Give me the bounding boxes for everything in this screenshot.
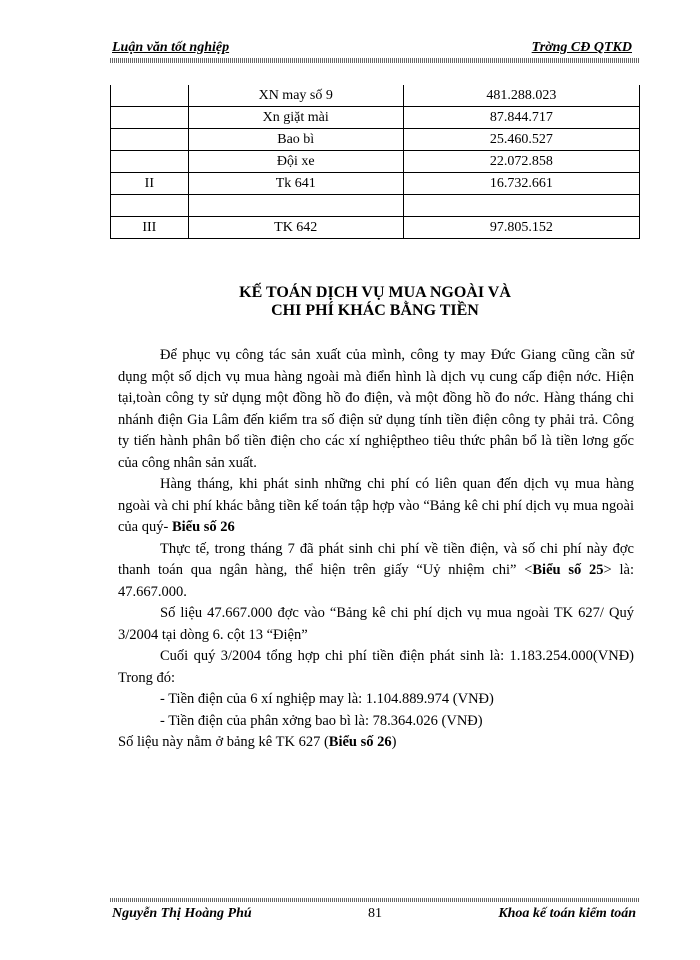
table-cell-no (111, 129, 189, 151)
paragraph-6-text: Số liệu này nằm ở bảng kê TK 627 ( (118, 734, 329, 750)
section-title-line-1: KẾ TOÁN DỊCH VỤ MUA NGOÀI VÀ (239, 284, 511, 301)
paragraph-5: Cuối quý 3/2004 tổng hợp chi phí tiền điện phát sinh là: 1.183.254.000(VNĐ) Trong đó: (118, 648, 634, 686)
header-school-label: Trờng CĐ QTKD (531, 40, 632, 55)
table-row (111, 85, 640, 107)
table-cell-name (188, 195, 403, 217)
body-text (118, 345, 634, 754)
paragraph-4: Số liệu 47.667.000 đợc vào “Bảng kê chi phí dịch vụ mua ngoài TK 627/ Quý 3/2004 tại dòng 6. cột 13 “Điện” (118, 605, 634, 643)
page-number: 81 (368, 906, 382, 921)
table-cell-amount (403, 195, 639, 217)
table-cell-name: TK 642 (188, 217, 403, 239)
paragraph-1: Để phục vụ công tác sản xuất của mình, công ty may Đức Giang cũng cần sử dụng một số dịch vụ mua hàng ngoài mà điển hình là dịch vụ cung cấp điện nớc. Hiện tại,toàn công ty sử dụng một đồng hồ đo điện, và một đồng hồ đo nớc. Hàng tháng chi nhánh điện Gia Lâm đến kiểm tra số điện sử dụng tính tiền điện công ty phải trả. Công ty tiến hành phân bổ tiền điện cho các xí nghiệptheo tiêu thức phân bổ là tiền lơng gốc của công nhân sản xuất. (118, 347, 634, 471)
table-cell-no (111, 107, 189, 129)
footer-author: Nguyễn Thị Hoàng Phú (112, 906, 252, 921)
table-cell-name: Đội xe (188, 151, 403, 173)
table-row (111, 107, 640, 129)
paragraph-2 (118, 474, 634, 539)
page-footer (110, 898, 640, 928)
table-cell-no: III (111, 217, 189, 239)
paragraph-6-ref: Biểu số 26 (328, 734, 392, 750)
list-item: - Tiền điện của 6 xí nghiệp may là: 1.104.889.974 (VNĐ) (160, 691, 494, 707)
footer-rule (110, 898, 640, 902)
header-rule (110, 58, 640, 63)
table-row (111, 195, 640, 217)
table-cell-amount: 16.732.661 (403, 173, 639, 195)
paragraph-6-tail: ) (391, 734, 397, 750)
section-title-line-2: CHI PHÍ KHÁC BẰNG TIỀN (271, 302, 479, 319)
paragraph-3-ref: Biểu số 25 (532, 562, 604, 578)
header-thesis-label: Luận văn tốt nghiệp (112, 40, 230, 55)
table-cell-no (111, 151, 189, 173)
table-cell-amount: 97.805.152 (403, 217, 639, 239)
table-row (111, 151, 640, 173)
section-title (110, 284, 640, 320)
paragraph-2-ref: Biểu số 26 (171, 519, 235, 535)
table-cell-name: Bao bì (188, 129, 403, 151)
table-cell-amount: 87.844.717 (403, 107, 639, 129)
table-cell-no (111, 195, 189, 217)
cost-table (110, 85, 640, 239)
paragraph-2-text: Hàng tháng, khi phát sinh những chi phí có liên quan đến dịch vụ mua hàng ngoài và chi phí khác bằng tiền kế toán tập hợp vào “Bảng kê chi phí dịch vụ mua ngoài của quý- (118, 476, 634, 535)
table-cell-no: II (111, 173, 189, 195)
paragraph-6 (118, 732, 634, 754)
table-cell-no (111, 85, 189, 107)
table-cell-amount: 22.072.858 (403, 151, 639, 173)
paragraph-3-text: Thực tế, trong tháng 7 đã phát sinh chi phí về tiền điện, và số chi phí này đợc thanh toán qua ngân hàng, thể hiện trên giấy “Uỷ nhiệm chi” < (118, 540, 634, 578)
table-row (111, 129, 640, 151)
table-cell-amount: 25.460.527 (403, 129, 639, 151)
paragraph-3-tail: > là: 47.667.000. (118, 562, 634, 600)
table-cell-name: Xn giặt mài (188, 107, 403, 129)
list-item: - Tiền điện của phân xởng bao bì là: 78.364.026 (VNĐ) (160, 712, 483, 729)
footer-faculty: Khoa kế toán kiểm toán (498, 906, 636, 921)
paragraph-3 (118, 539, 634, 604)
table-cell-amount: 481.288.023 (403, 85, 639, 107)
table-cell-name: Tk 641 (188, 173, 403, 195)
page-header (110, 36, 640, 62)
table-cell-name: XN may số 9 (188, 85, 403, 107)
table-row (111, 173, 640, 195)
table-row (111, 217, 640, 239)
